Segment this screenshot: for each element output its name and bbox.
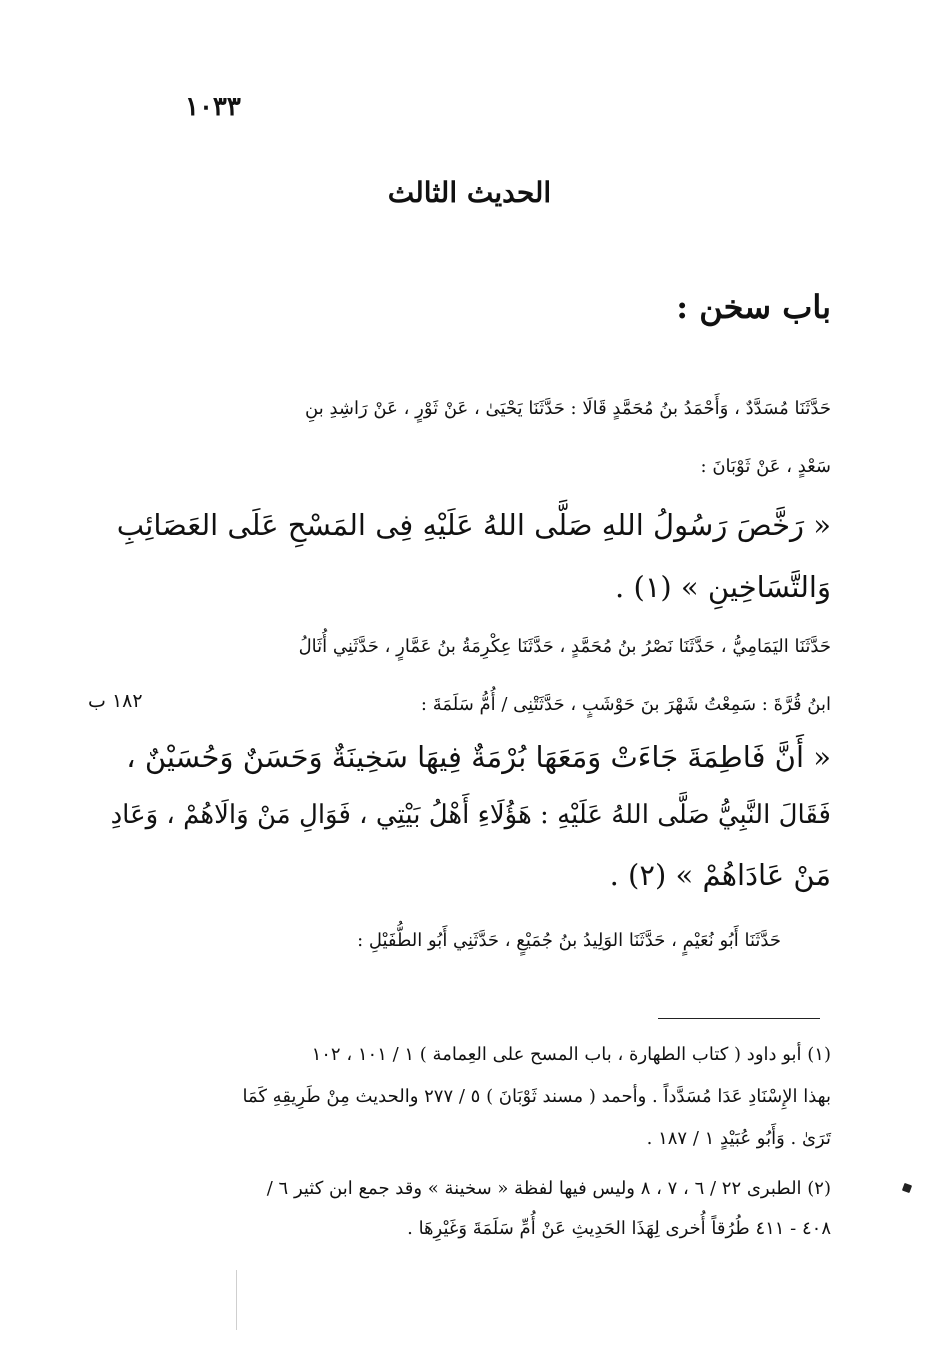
isnad-1-line-2: سَعْدٍ ، عَنْ ثَوْبَانَ : <box>700 456 831 477</box>
footnote-1-line-1: (١) أبو داود ( كتاب الطهارة ، باب المسح على العِمامة ) ١ / ١٠١ ، ١٠٢ <box>311 1044 831 1065</box>
hadith-2-line-2: فَقَالَ النَّبِيُّ صَلَّى اللهُ عَلَيْهِ : هَؤُلَاءِ أَهْلُ بَيْتِي ، فَوَالِ مَنْ وَالَاهُمْ ، وَعَادِ <box>110 800 831 830</box>
section-heading: باب سخن : <box>676 288 831 326</box>
footnote-2-line-2: ٤٠٨ - ٤١١ طُرُقاً أُخرى لِهَذَا الحَدِيثِ عَنْ أُمِّ سَلَمَةَ وَغَيْرِهَا . <box>407 1218 831 1239</box>
hadith-1-line-2: وَالتَّسَاخِينِ » (١) . <box>615 570 831 604</box>
chapter-title: الحديث الثالث <box>387 176 552 209</box>
hadith-2-line-3: مَنْ عَادَاهُمْ » (٢) . <box>609 858 831 892</box>
hadith-1-line-1: « رَخَّصَ رَسُولُ اللهِ صَلَّى اللهُ عَلَيْهِ فِى المَسْحِ عَلَى العَصَائِبِ <box>116 508 831 542</box>
margin-dot-mark <box>902 1183 912 1193</box>
isnad-2-line-1: حَدَّثَنَا اليَمَامِيُّ ، حَدَّثَنَا نَصْرُ بنُ مُحَمَّدٍ ، حَدَّثَنَا عِكْرِمَةُ بنُ عَمَّارٍ ، حَدَّثَنِي أُثَالُ <box>298 636 831 657</box>
footnote-separator <box>658 1018 820 1019</box>
margin-folio-note: ١٨٢ ب <box>88 690 143 712</box>
hadith-2-line-1: « أَنَّ فَاطِمَةَ جَاءَتْ وَمَعَهَا بُرْمَةٌ فِيهَا سَخِينَةٌ وَحَسَنٌ وَحُسَيْنٌ ، <box>126 740 831 774</box>
footnote-1-line-3: تَرَىٰ . وَأَبُو عُبَيْدٍ ١ / ١٨٧ . <box>646 1128 831 1149</box>
footnote-2-line-1: (٢) الطبرى ٢٢ / ٦ ، ٧ ، ٨ وليس فيها لفظة « سخينة » وقد جمع ابن كثير ٦ / <box>266 1178 831 1199</box>
isnad-1-line-1: حَدَّثَنَا مُسَدَّدٌ ، وَأَحْمَدُ بنُ مُحَمَّدٍ قَالَا : حَدَّثَنَا يَحْيَىٰ ، عَنْ ثَوْرٍ ، عَنْ رَاشِدِ بنِ <box>305 398 831 419</box>
scan-artifact-line <box>236 1270 237 1330</box>
footnote-1-line-2: بهذا الإِسْنَادِ عَدَا مُسَدَّداً . وأحمد ( مسند ثَوْبَانَ ) ٥ / ٢٧٧ والحديث مِنْ طَرِيقِهِ كَمَا <box>242 1086 831 1107</box>
page-number: ١٠٣٣ <box>185 92 241 122</box>
isnad-2-line-2: ابنُ قُرَّةَ : سَمِعْتُ شَهْرَ بنَ حَوْشَبٍ ، حَدَّثَتْنِى / أُمُّ سَلَمَةَ : <box>420 694 831 715</box>
isnad-3-line-1: حَدَّثَنَا أَبُو نُعَيْمٍ ، حَدَّثَنَا الوَلِيدُ بنُ جُمَيْعٍ ، حَدَّثَنِي أَبُو الطُّفَيْلِ : <box>357 930 781 951</box>
